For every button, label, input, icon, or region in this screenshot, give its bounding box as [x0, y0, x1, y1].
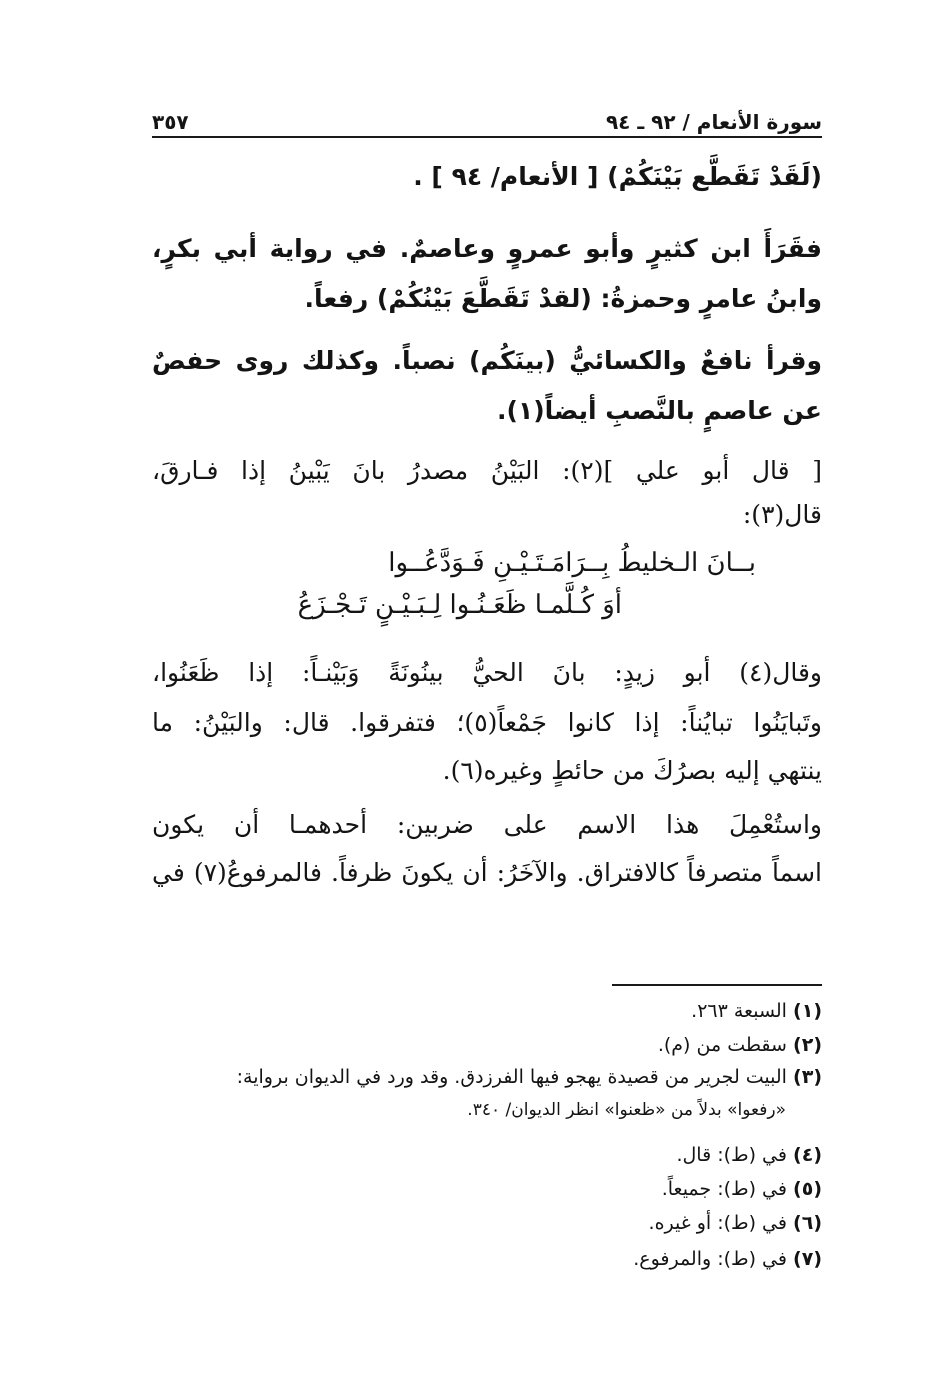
footnote-text: في (ط): والمرفوع.: [633, 1248, 787, 1270]
footnote-number: (٣): [793, 1066, 822, 1088]
header-rule: [152, 136, 822, 138]
footnote-5: [662, 1178, 822, 1200]
footnote-number: (٢): [793, 1034, 822, 1056]
footnote-2: [658, 1034, 822, 1056]
footnote-7: [633, 1248, 822, 1270]
paragraph-2-line-1: وقرأ نافعٌ والكسائيُّ (بينَكُم) نصباً. وكذلك روى حفصٌ: [152, 346, 822, 375]
verse-line: (لَقَدْ تَقَطَّع بَيْنَكُمْ) [ الأنعام/ ٩٤ ] .: [413, 162, 822, 191]
poem-line-2: أوَ كُـلَّمـا ظَعَـنُـوا لِـبَـيْـنٍ تَـجْـزَعُ: [297, 590, 622, 620]
footnote-number: (٤): [793, 1144, 822, 1166]
footnote-text: البيت لجرير من قصيدة يهجو فيها الفرزدق. وقد ورد في الديوان برواية:: [236, 1066, 787, 1088]
footnote-6: [649, 1212, 822, 1234]
footnote-1: [691, 1000, 822, 1022]
footnote-text: السبعة ٢٦٣.: [691, 1000, 787, 1022]
paragraph-5-line-2: اسماً متصرفاً كالافتراق. والآخَرُ: أن يكونَ ظرفاً. فالمرفوعُ(٧) في: [152, 858, 822, 887]
footnote-number: (٦): [793, 1212, 822, 1234]
paragraph-1-line-2: وابنُ عامرٍ وحمزةُ: (لقدْ تَقَطَّعَ بَيْنُكُمْ) رفعاً.: [304, 284, 822, 313]
footnote-4: [676, 1144, 822, 1166]
footnote-3-continuation: [467, 1100, 786, 1120]
surah-title: سورة الأنعام / ٩٢ ـ ٩٤: [605, 110, 822, 134]
paragraph-3-line-2: قال(٣):: [742, 500, 822, 529]
paragraph-2-line-2: عن عاصمٍ بالنَّصبِ أيضاً(١).: [497, 396, 822, 425]
page-number: ٣٥٧: [152, 110, 189, 134]
poem-line-1: بــانَ الـخليطُ بِــرَامَـتَـيْـنِ فَـوَدَّعُــوا: [388, 548, 756, 578]
paragraph-5-line-1: واستُعْمِلَ هذا الاسم على ضربين: أحدهمـا أن يكون: [152, 810, 822, 839]
paragraph-3-line-1: [ قال أبو علي ](٢): البَيْنُ مصدرُ بانَ يَبْينُ إذا فـارقَ،: [152, 456, 822, 485]
footnote-text: «رفعوا» بدلاً من «ظعنوا» انظر الديوان/ ٣٤٠.: [467, 1100, 786, 1120]
paragraph-4-line-2: وتَبايَنُوا تبايُناً: إذا كانوا جَمْعاً(٥)؛ فتفرقوا. قال: والبَيْنُ: ما: [152, 708, 822, 737]
footnote-number: (١): [793, 1000, 822, 1022]
footnote-text: في (ط): جميعاً.: [661, 1178, 787, 1200]
footnote-text: في (ط): أو غيره.: [648, 1212, 787, 1234]
footnote-number: (٧): [793, 1248, 822, 1270]
paragraph-1-line-1: فقَرَأَ ابن كثيرٍ وأبو عمروٍ وعاصمٌ. في رواية أبي بكرٍ،: [152, 234, 822, 263]
paragraph-4-line-3: ينتهي إليه بصرُكَ من حائطٍ وغيره(٦).: [442, 756, 822, 785]
footnote-rule: [612, 984, 822, 986]
paragraph-4-line-1: وقال(٤) أبو زيدٍ: بانَ الحيُّ بينُونَةً وَبَيْنـاً: إذا ظَعَنُوا،: [152, 658, 822, 687]
footnote-3: [237, 1066, 822, 1088]
running-header: [152, 104, 822, 134]
footnote-number: (٥): [793, 1178, 822, 1200]
footnote-text: في (ط): قال.: [676, 1144, 787, 1166]
footnote-text: سقطت من (م).: [657, 1034, 787, 1056]
